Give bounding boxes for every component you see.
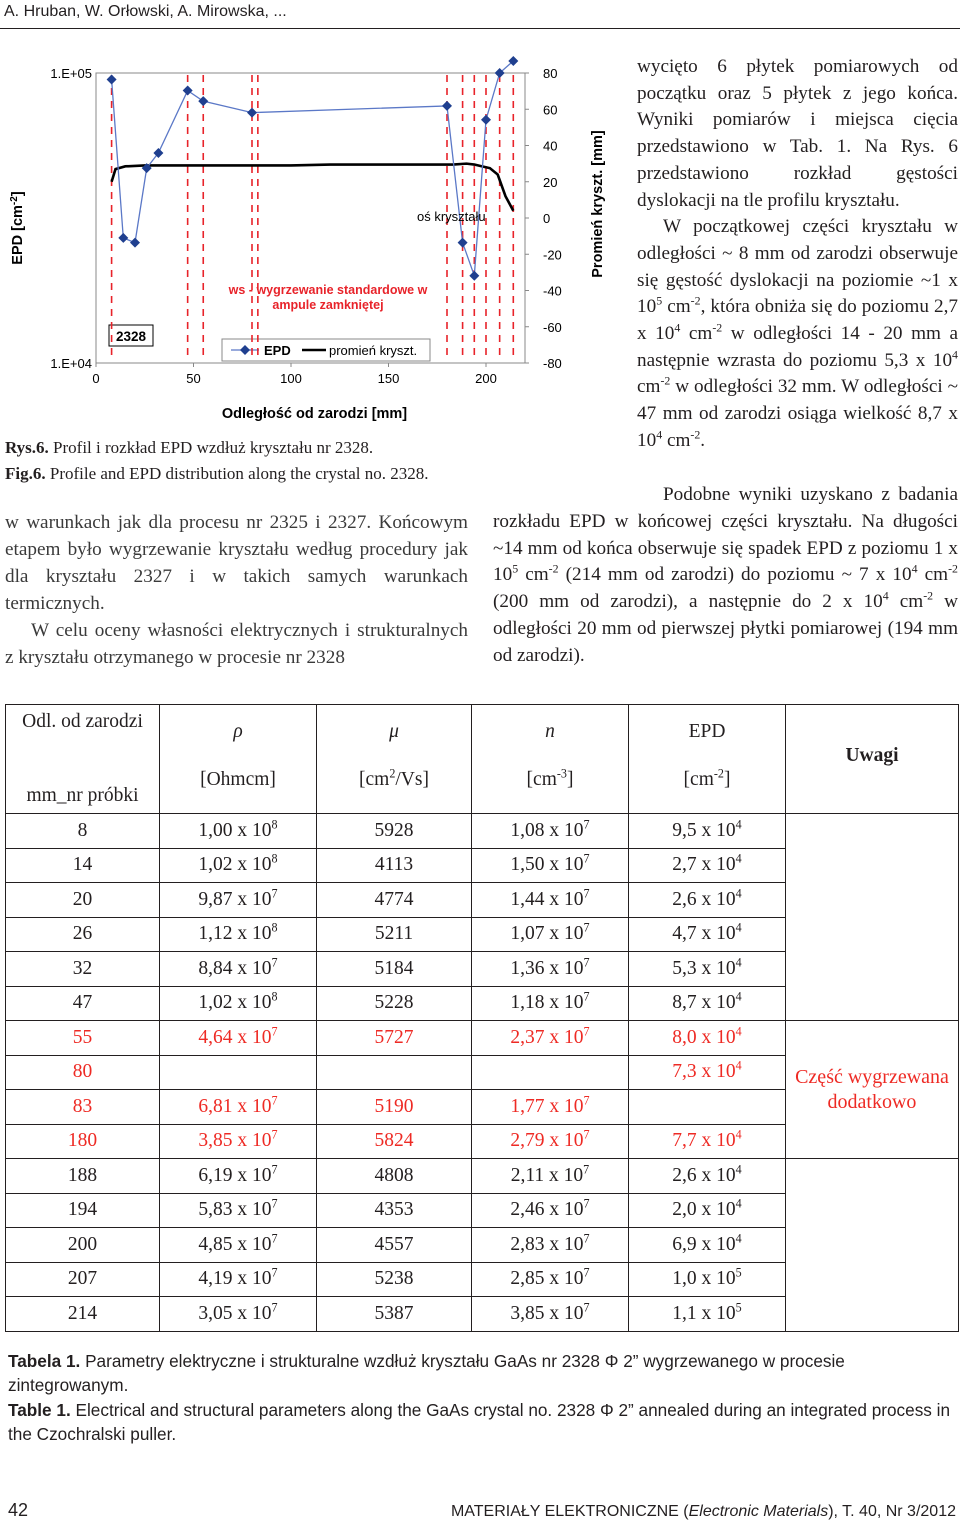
crystal-number: 2328 [115, 329, 147, 344]
cell-epd: 2,6 x $10^4$ [629, 883, 786, 918]
running-header: A. Hruban, W. Orłowski, A. Mirowska, ... [4, 3, 287, 20]
page-number: 42 [8, 1500, 29, 1520]
cell-resistivity: 3,85 x $10^7$ [160, 1124, 317, 1159]
paragraph-left-2: W celu oceny własności elektrycznych i strukturalnych z kryształu otrzymanego w procesie nr 2328 [5, 620, 468, 668]
x-tick-label: 200 [475, 371, 497, 386]
cell-concentration: 1,77 x $10^7$ [472, 1090, 629, 1125]
table-row [6, 1159, 959, 1194]
header-rule [0, 28, 960, 29]
header-epd: EPD $[cm^{-2}]$ [629, 705, 786, 814]
text-right-column [637, 54, 958, 455]
cell-distance: 47 [6, 986, 160, 1021]
y2-tick-label: 20 [543, 174, 558, 190]
y-tick-label: 1.E+05 [50, 66, 92, 81]
cell-epd: 7,3 x $10^4$ [629, 1055, 786, 1090]
cell-distance: 32 [6, 952, 160, 987]
cell-resistivity: 6,19 x $10^7$ [160, 1159, 317, 1194]
cell-resistivity: 4,64 x $10^7$ [160, 1021, 317, 1056]
table-row [6, 1021, 959, 1056]
legend-epd-label: EPD [264, 343, 291, 358]
cell-mobility [317, 1055, 472, 1090]
cell-resistivity: 1,00 x $10^8$ [160, 814, 317, 849]
cell-mobility: 5387 [317, 1297, 472, 1332]
cell-mobility: 4774 [317, 883, 472, 918]
y2-tick-label: -40 [543, 283, 562, 299]
y2-tick-label: 0 [543, 211, 551, 226]
y2-tick-label: 60 [543, 102, 558, 118]
cell-distance: 180 [6, 1124, 160, 1159]
cell-resistivity [160, 1055, 317, 1090]
cell-resistivity: 1,12 x $10^8$ [160, 917, 317, 952]
cell-mobility: 4353 [317, 1193, 472, 1228]
cell-distance: 80 [6, 1055, 160, 1090]
y2-tick-label: -80 [543, 356, 562, 371]
text-left-column [5, 509, 468, 671]
annealing-note: ws - wygrzewanie standardowe w [228, 283, 428, 297]
cell-mobility: 5211 [317, 917, 472, 952]
cell-concentration: 2,11 x $10^7$ [472, 1159, 629, 1194]
cell-concentration: 2,79 x $10^7$ [472, 1124, 629, 1159]
cell-resistivity: 4,19 x $10^7$ [160, 1262, 317, 1297]
y2-tick-label: 40 [543, 138, 558, 154]
x-axis-label: Odległość od zarodzi [mm] [221, 406, 408, 422]
cell-concentration: 1,18 x $10^7$ [472, 986, 629, 1021]
cell-epd [629, 1090, 786, 1125]
x-tick-label: 150 [377, 371, 400, 386]
cell-concentration [472, 1055, 629, 1090]
y-axis-label: EPD $[cm^{-2}]$ [9, 191, 26, 265]
cell-epd: 6,9 x $10^4$ [629, 1228, 786, 1263]
y2-tick-label: -20 [543, 247, 562, 263]
cell-distance: 14 [6, 848, 160, 883]
cell-mobility: 5727 [317, 1021, 472, 1056]
y2-axis-label: Promień kryszt. [mm] [590, 130, 606, 278]
x-tick-label: 50 [186, 371, 201, 386]
data-table [5, 704, 959, 1332]
cell-mobility: 5238 [317, 1262, 472, 1297]
cell-epd: 2,7 x $10^4$ [629, 848, 786, 883]
cell-resistivity: 1,02 x $10^8$ [160, 986, 317, 1021]
cell-distance: 188 [6, 1159, 160, 1194]
legend-radius-label: promień kryszt. [329, 343, 418, 358]
paragraph-right-2: W początkowej części kryształu w odległości ~ 8 mm od zarodzi obserwuje się gęstość dyslokacji na poziomie ~1 x $10^5$ $cm^{-2}$, która obniża się do poziomu 2,7 x $10^4$ $cm^{-2}$ w odległości 14 - 20 mm a następnie wzrasta do poziomu 5,3 x $10^4$ $cm^{-2}$ w odległości 32 mm. W odległości ~ 47 mm od zarodzi osiąga wielkość 8,7 x $10^4$ $cm^{-2}$. [637, 216, 958, 451]
cell-mobility: 4557 [317, 1228, 472, 1263]
header-remarks: Uwagi [786, 705, 959, 814]
y2-tick-label: 80 [543, 66, 558, 81]
cell-epd: 5,3 x $10^4$ [629, 952, 786, 987]
cell-mobility: 5184 [317, 952, 472, 987]
cell-resistivity: 8,84 x $10^7$ [160, 952, 317, 987]
cell-resistivity: 5,83 x $10^7$ [160, 1193, 317, 1228]
cell-epd: 9,5 x $10^4$ [629, 814, 786, 849]
cell-epd: 1,0 x $10^5$ [629, 1262, 786, 1297]
cell-mobility: 5928 [317, 814, 472, 849]
cell-epd: 2,6 x $10^4$ [629, 1159, 786, 1194]
cell-resistivity: 3,05 x $10^7$ [160, 1297, 317, 1332]
cell-distance: 8 [6, 814, 160, 849]
paragraph-right-1: wycięto 6 płytek pomiarowych od początku oraz 5 płytek z jego końca. Wyniki pomiarów i miejsca cięcia przedstawiono w Tab. 1. Na Rys. 6 przedstawiono rozkład gęstości dyslokacji na tle profilu kryształu. [637, 56, 958, 211]
table-caption-en: Table 1. Electrical and structural parameters along the GaAs crystal no. 2328 Φ 2” annealed during an integrated process in the Czochralski puller. [8, 1400, 951, 1444]
cell-distance: 207 [6, 1262, 160, 1297]
paragraph-bottom: Podobne wyniki uzyskano z badania rozkładu EPD w końcowej części kryształu. Na długości ~14 mm od końca obserwuje się spadek EPD z poziomu 1 x $10^5$ $cm^{-2}$ (214 mm od zarodzi) do poziomu ~ 7 x $10^4$ $cm^{-2}$ (200 mm od zarodzi), a następnie do 2 x $10^4$ $cm^{-2}$ w odległości 20 mm od pierwszej płytki pomiarowej (194 mm od zarodzi). [493, 484, 958, 666]
epd-profile-chart [0, 54, 625, 434]
cell-distance: 26 [6, 917, 160, 952]
crystal-axis-label: oś kryształu [417, 209, 486, 224]
cell-concentration: 1,36 x $10^7$ [472, 952, 629, 987]
cell-concentration: 2,46 x $10^7$ [472, 1193, 629, 1228]
table-row [6, 814, 959, 849]
cell-epd: 8,0 x $10^4$ [629, 1021, 786, 1056]
cell-concentration: 2,83 x $10^7$ [472, 1228, 629, 1263]
cell-concentration: 3,85 x $10^7$ [472, 1297, 629, 1332]
annealing-note: ampule zamkniętej [272, 298, 384, 312]
cell-distance: 55 [6, 1021, 160, 1056]
journal-footer: MATERIAŁY ELEKTRONICZNE (Electronic Materials), T. 40, Nr 3/2012 [450, 1503, 956, 1520]
cell-concentration: 1,44 x $10^7$ [472, 883, 629, 918]
cell-remarks [786, 1159, 959, 1332]
remarks-note: Część wygrzewana dodatkowo [786, 1021, 959, 1159]
text-bottom-right [493, 482, 958, 670]
header-mobility: μ $[cm^2/Vs]$ [317, 705, 472, 814]
cell-epd: 7,7 x $10^4$ [629, 1124, 786, 1159]
cell-concentration: 1,08 x $10^7$ [472, 814, 629, 849]
y-tick-label: 1.E+04 [50, 356, 92, 371]
header-resistivity: ρ [Ohmcm] [160, 705, 317, 814]
cell-mobility: 5824 [317, 1124, 472, 1159]
cell-concentration: 2,85 x $10^7$ [472, 1262, 629, 1297]
figure-caption-en: Fig.6. Profile and EPD distribution along the crystal no. 2328. [5, 464, 429, 483]
cell-epd: 8,7 x $10^4$ [629, 986, 786, 1021]
cell-resistivity: 9,87 x $10^7$ [160, 883, 317, 918]
cell-concentration: 2,37 x $10^7$ [472, 1021, 629, 1056]
cell-concentration: 1,50 x $10^7$ [472, 848, 629, 883]
cell-mobility: 5190 [317, 1090, 472, 1125]
header-concentration: n $[cm^{-3}]$ [472, 705, 629, 814]
cell-remarks [786, 814, 959, 1021]
cell-epd: 4,7 x $10^4$ [629, 917, 786, 952]
y2-tick-label: -60 [543, 319, 562, 335]
cell-distance: 200 [6, 1228, 160, 1263]
cell-concentration: 1,07 x $10^7$ [472, 917, 629, 952]
cell-resistivity: 4,85 x $10^7$ [160, 1228, 317, 1263]
x-tick-label: 0 [92, 371, 100, 386]
figure-caption-pl: Rys.6. Profil i rozkład EPD wzdłuż kryształu nr 2328. [5, 438, 374, 457]
cell-mobility: 4808 [317, 1159, 472, 1194]
cell-resistivity: 6,81 x $10^7$ [160, 1090, 317, 1125]
cell-distance: 20 [6, 883, 160, 918]
paragraph-left-1: w warunkach jak dla procesu nr 2325 i 2327. Końcowym etapem było wygrzewanie kryształu według procedury jak dla kryształu 2327 i w takich samych warunkach termicznych. [5, 512, 468, 614]
x-tick-label: 100 [280, 371, 302, 386]
cell-mobility: 5228 [317, 986, 472, 1021]
header-distance: Odl. od zarodzi mm_nr próbki [6, 705, 160, 814]
cell-distance: 83 [6, 1090, 160, 1125]
cell-resistivity: 1,02 x $10^8$ [160, 848, 317, 883]
cell-epd: 2,0 x $10^4$ [629, 1193, 786, 1228]
cell-distance: 194 [6, 1193, 160, 1228]
cell-mobility: 4113 [317, 848, 472, 883]
table-caption-pl: Tabela 1. Parametry elektryczne i strukturalne wzdłuż kryształu GaAs nr 2328 Φ 2” wygrzewanego w procesie zintegrowanym. [8, 1351, 845, 1395]
cell-distance: 214 [6, 1297, 160, 1332]
cell-epd: 1,1 x $10^5$ [629, 1297, 786, 1332]
